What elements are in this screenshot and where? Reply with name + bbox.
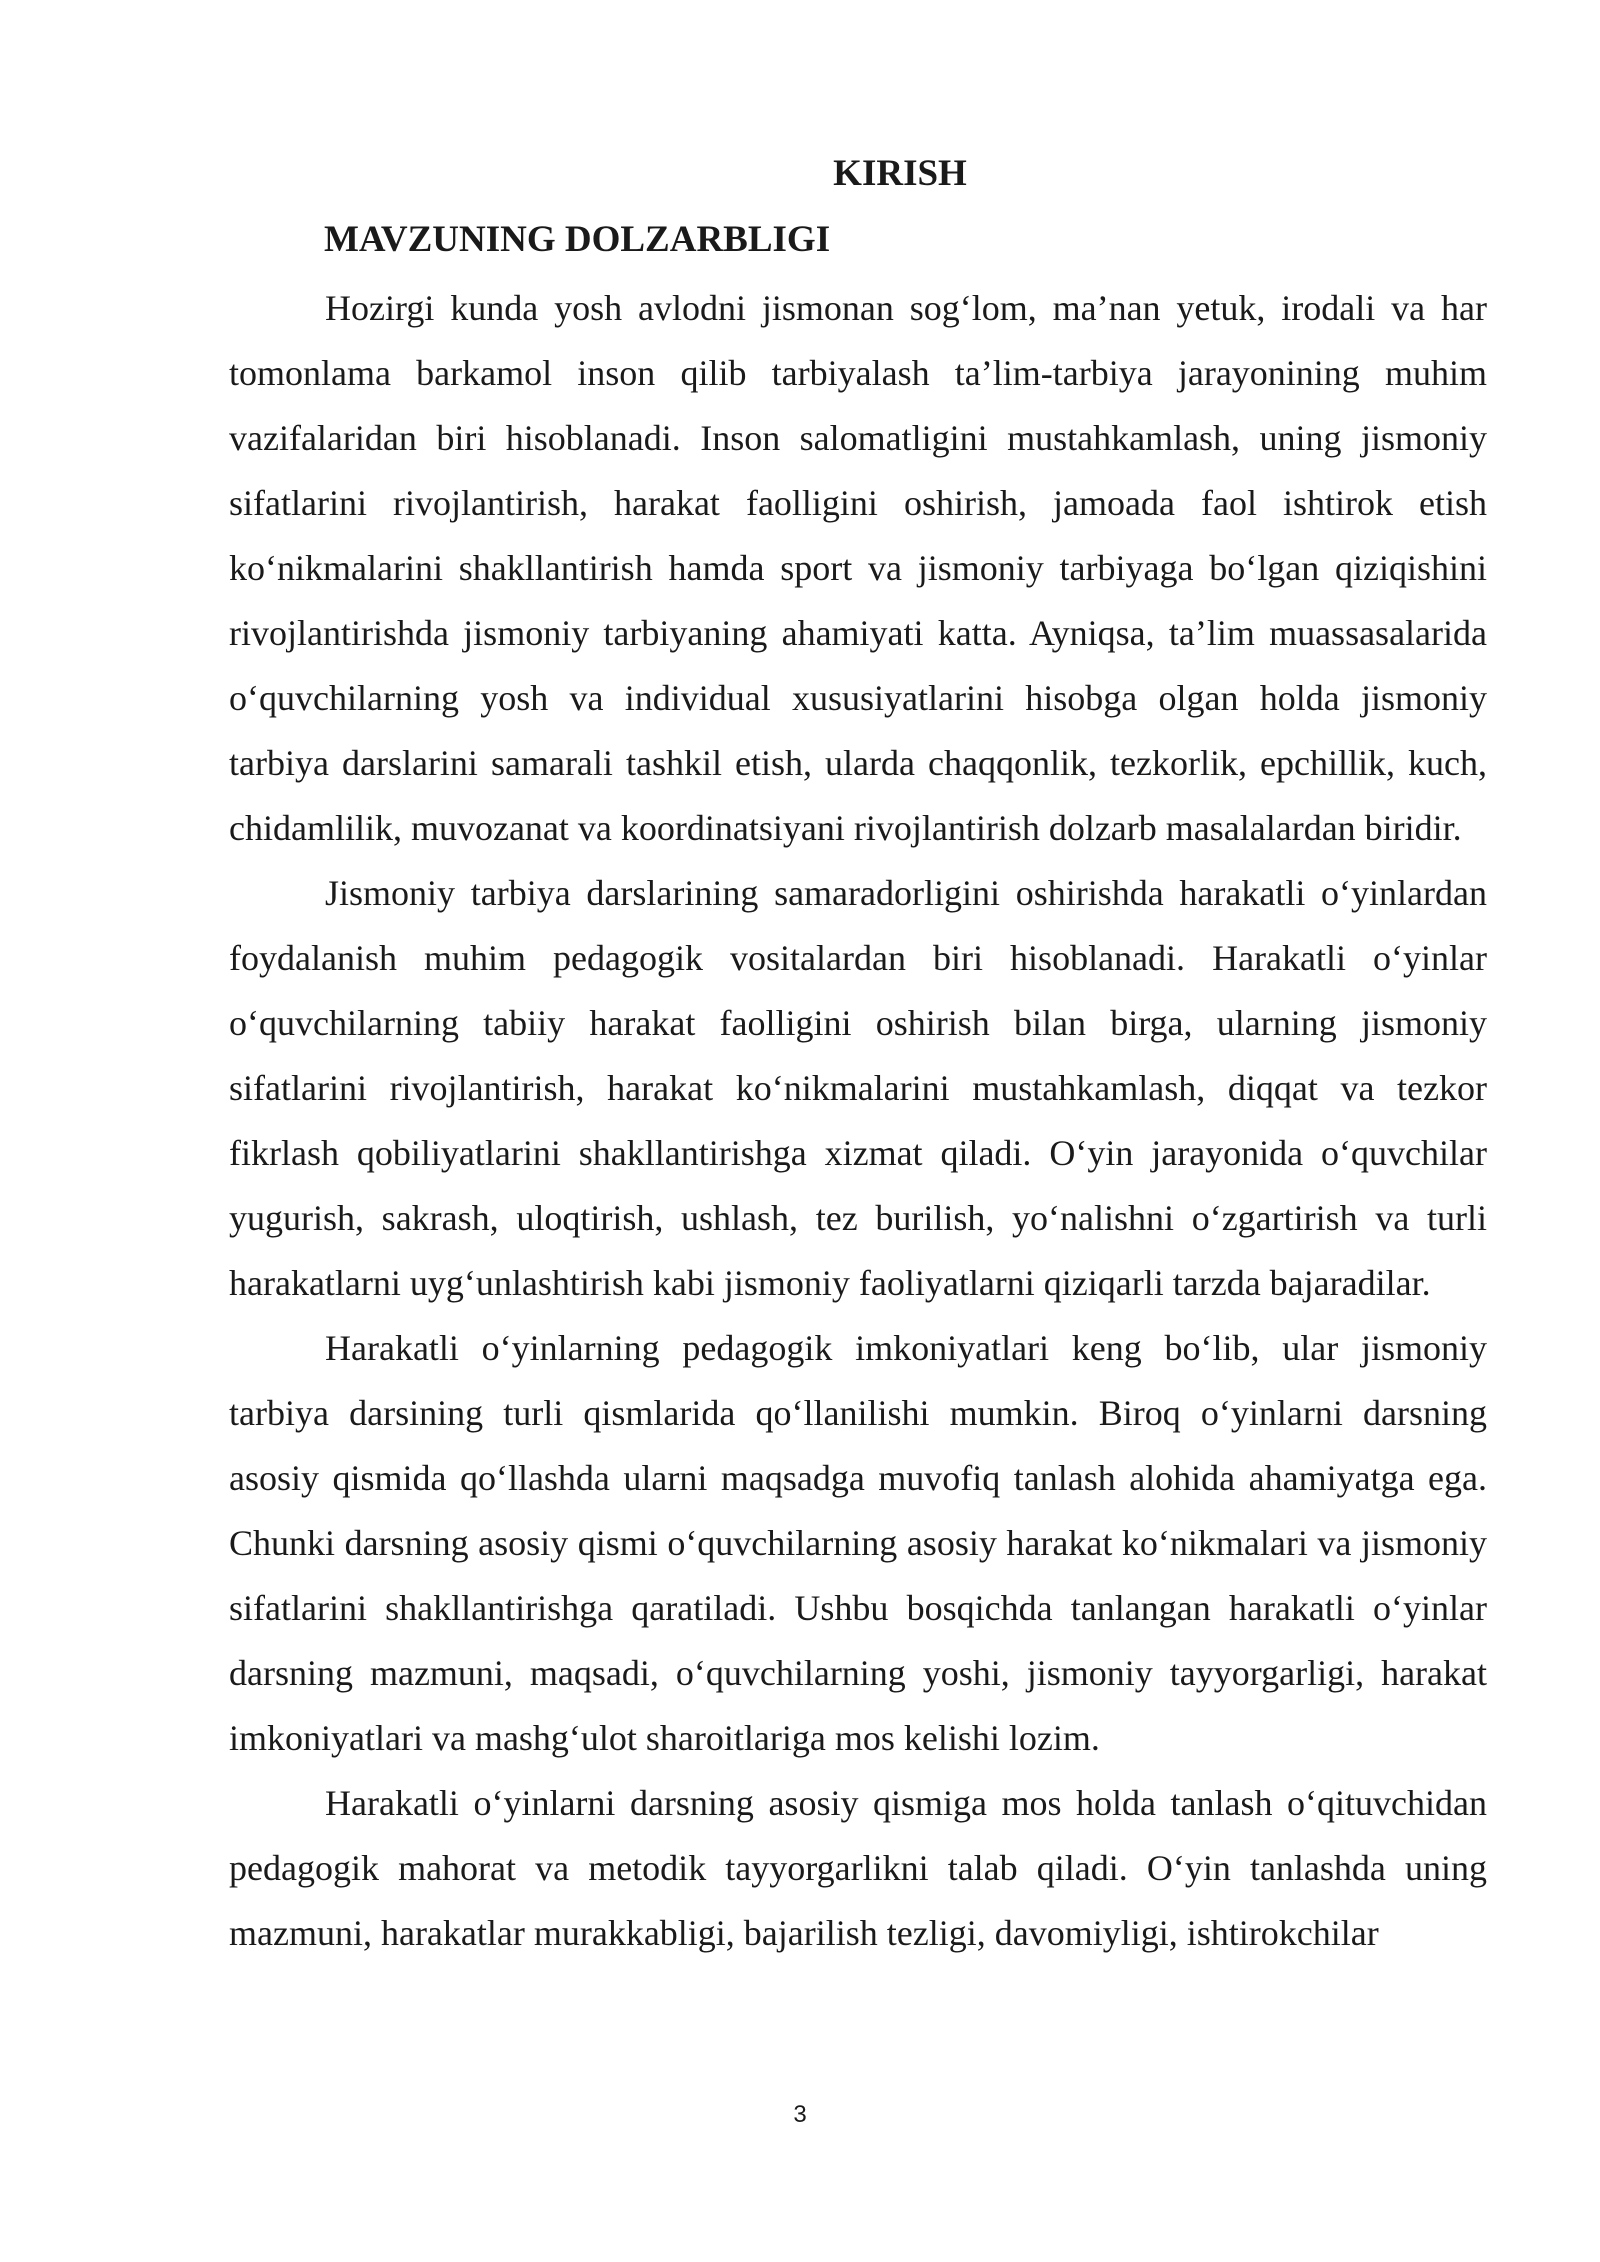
paragraph-2: Jismoniy tarbiya darslarining samaradorligini oshirishda harakatli o‘yinlardan foydalanish muhim pedagogik vositalardan biri hisoblanadi. Harakatli o‘yinlar o‘quvchilarning tabiiy harakat faolligini oshirish bilan birga, ularning jismoniy sifatlarini rivojlantirish, harakat ko‘nikmalarini mustahkamlash, diqqat va tezkor fikrlash qobiliyatlarini shakllantirishga xizmat qiladi. O‘yin jarayonida o‘quvchilar yugurish, sakrash, uloqtirish, ushlash, tez burilish, yo‘nalishni o‘zgartirish va turli harakatlarni uyg‘unlashtirish kabi jismoniy faoliyatlarni qiziqarli tarzda bajaradilar. [229,873,1487,1303]
page-title: KIRISH [833,153,967,194]
page-number: 3 [793,2101,807,2128]
paragraph-4: Harakatli o‘yinlarni darsning asosiy qismiga mos holda tanlash o‘qituvchidan pedagogik mahorat va metodik tayyorgarlikni talab qiladi. O‘yin tanlashda uning mazmuni, harakatlar murakkabligi, bajarilish tezligi, davomiyligi, ishtirokchilar [229,1783,1487,1953]
paragraph-3: Harakatli o‘yinlarning pedagogik imkoniyatlari keng bo‘lib, ular jismoniy tarbiya darsining turli qismlarida qo‘llanilishi mumkin. Biroq o‘yinlarni darsning asosiy qismida qo‘llashda ularni maqsadga muvofiq tanlash alohida ahamiyatga ega. Chunki darsning asosiy qismi o‘quvchilarning asosiy harakat ko‘nikmalari va jismoniy sifatlarini shakllantirishga qaratiladi. Ushbu bosqichda tanlangan harakatli o‘yinlar darsning mazmuni, maqsadi, o‘quvchilarning yoshi, jismoniy tayyorgarligi, harakat imkoniyatlari va mashg‘ulot sharoitlariga mos kelishi lozim. [229,1328,1487,1758]
section-heading: MAVZUNING DOLZARBLIGI [324,219,831,260]
paragraph-1: Hozirgi kunda yosh avlodni jismonan sog‘lom, ma’nan yetuk, irodali va har tomonlama barkamol inson qilib tarbiyalash ta’lim-tarbiya jarayonining muhim vazifalaridan biri hisoblanadi. Inson salomatligini mustahkamlash, uning jismoniy sifatlarini rivojlantirish, harakat faolligini oshirish, jamoada faol ishtirok etish ko‘nikmalarini shakllantirish hamda sport va jismoniy tarbiyaga bo‘lgan qiziqishini rivojlantirishda jismoniy tarbiyaning ahamiyati katta. Ayniqsa, ta’lim muassasalarida o‘quvchilarning yosh va individual xususiyatlarini hisobga olgan holda jismoniy tarbiya darslarini samarali tashkil etish, ularda chaqqonlik, tezkorlik, epchillik, kuch, chidamlilik, muvozanat va koordinatsiyani rivojlantirish dolzarb masalalardan biridir. [229,288,1487,848]
body-text [229,276,1487,1966]
